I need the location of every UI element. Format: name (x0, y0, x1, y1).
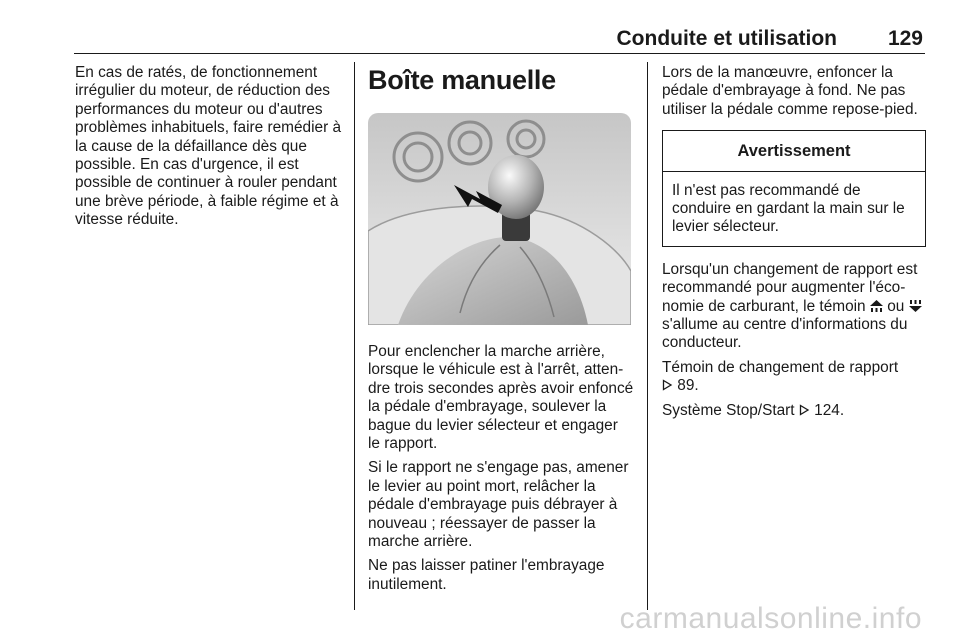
shift-indicator-paragraph: Lorsqu'un changement de rapport est recommandé pour augmenter l'éco-nomie de carburant, le témoin ou s'allume au centre d'informations du conducteur. (662, 261, 926, 353)
warning-text: Il n'est pas recommandé de conduire en gardant la main sur le levier sélecteur. (672, 181, 905, 236)
reverse-gear-paragraph: Pour enclencher la marche arrière, lorsque le véhicule est à l'arrêt, atten-dre trois secondes après avoir enfoncé la pédale d'embrayage, soulever la bague du levier sélecteur et engager le rapport. (368, 343, 634, 453)
stop-start-reference: Système Stop/Start 124. (662, 401, 845, 419)
shift-down-icon (909, 300, 922, 312)
header-rule (74, 53, 925, 54)
gear-shift-lever-photo (368, 113, 631, 325)
column-divider (647, 62, 648, 610)
clutch-pedal-paragraph: Lors de la manœuvre, enfoncer la pédale d'embrayage à fond. Ne pas utiliser la pédale comme repose-pied. (662, 64, 918, 118)
page-reference-icon (799, 404, 810, 416)
shift-up-icon (870, 300, 883, 312)
watermark: carmanualsonline.info (619, 602, 922, 635)
left-column (75, 64, 343, 236)
warning-box (662, 130, 926, 247)
clutch-slip-paragraph: Ne pas laisser patiner l'embrayage inutilement. (368, 557, 605, 593)
page-number: 129 (887, 27, 923, 50)
malfunction-paragraph: En cas de ratés, de fonctionnement irrégulier du moteur, de réduction des performances du moteur ou d'autres problèmes inhabituels, faire remédier à la cause de la défaillance dès que possible. En cas d'urgence, il est possible de continuer à rouler pendant une brève période, à faible régime et à vitesse réduite. (75, 64, 342, 229)
page-reference-icon (662, 379, 673, 391)
warning-title: Avertissement (663, 131, 925, 171)
gear-retry-paragraph: Si le rapport ne s'engage pas, amener le levier au point mort, relâcher la pédale d'embrayage puis débrayer à nouveau ; réessayer de passer la marche arrière. (368, 459, 629, 551)
right-column (662, 64, 926, 426)
middle-column (368, 64, 634, 600)
page-reference-link[interactable]: 89. (677, 377, 699, 395)
section-title: Conduite et utilisation (616, 27, 837, 50)
shift-indicator-reference: Témoin de changement de rapport 89. (662, 358, 899, 395)
page-reference-link[interactable]: 124. (814, 401, 845, 419)
section-heading: Boîte manuelle (368, 65, 556, 95)
column-divider (354, 62, 355, 610)
